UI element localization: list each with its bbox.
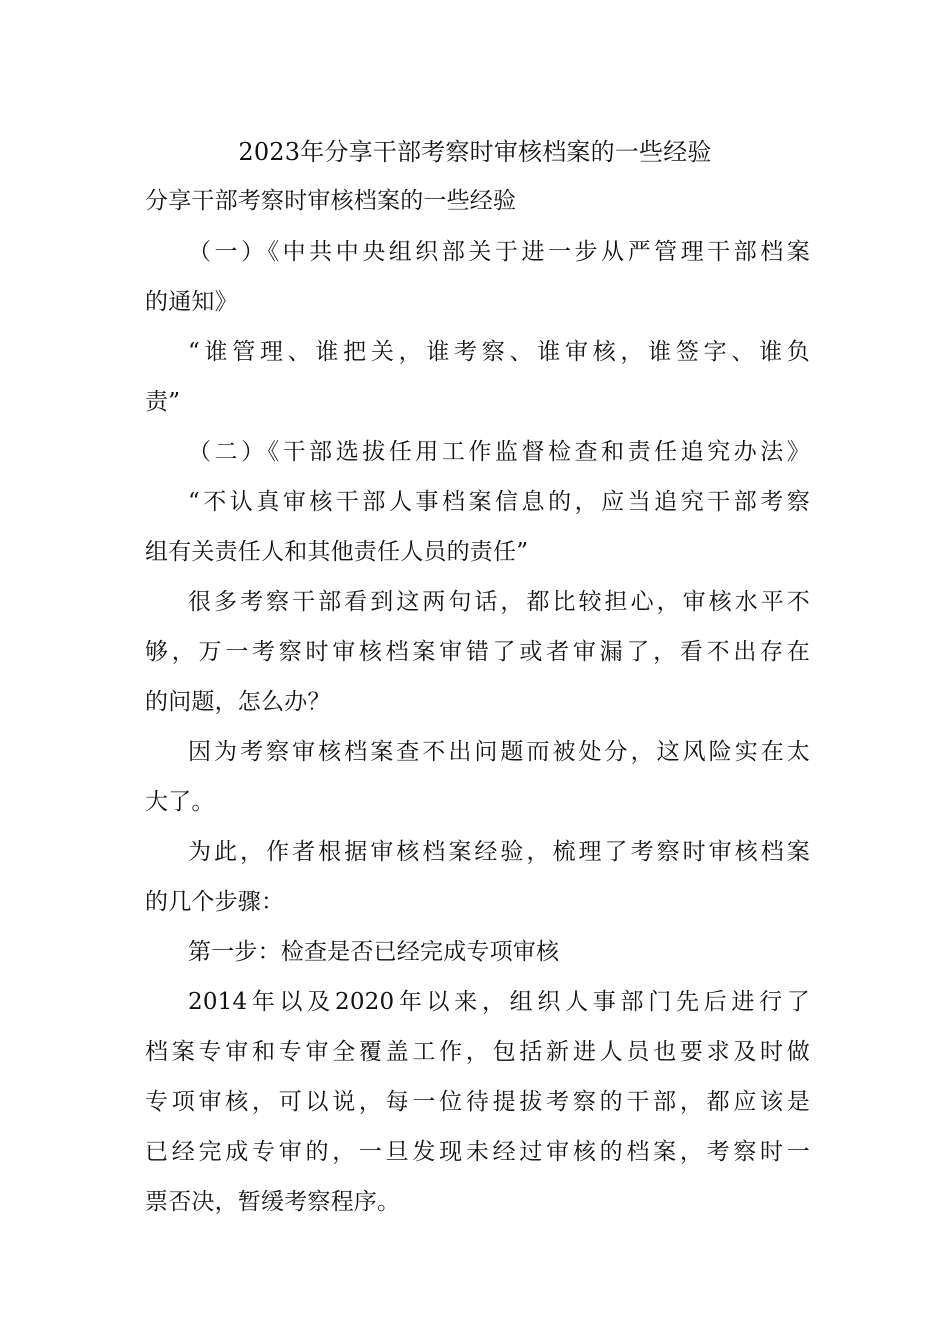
paragraph-line: 的通知》 xyxy=(145,289,238,315)
paragraph-line: 已经完成专审的，一旦发现未经过审核的档案，考察时一 xyxy=(145,1139,810,1165)
paragraph-line: 档案专审和专审全覆盖工作，包括新进人员也要求及时做 xyxy=(145,1039,810,1065)
paragraph-line: “不认真审核干部人事档案信息的，应当追究干部考察 xyxy=(188,489,810,515)
paragraph-line: （一）《中共中央组织部关于进一步从严管理干部档案 xyxy=(188,239,810,265)
document-subtitle: 分享干部考察时审核档案的一些经验 xyxy=(145,188,517,214)
paragraph-line: 为此，作者根据审核档案经验，梳理了考察时审核档案 xyxy=(188,839,810,865)
paragraph-line: 2014年以及2020年以来，组织人事部门先后进行了 xyxy=(188,989,810,1015)
document-title: 2023年分享干部考察时审核档案的一些经验 xyxy=(238,138,712,166)
paragraph-line: 票否决，暂缓考察程序。 xyxy=(145,1189,401,1215)
paragraph-line: 因为考察审核档案查不出问题而被处分，这风险实在太 xyxy=(188,739,810,765)
paragraph-line: 大了。 xyxy=(145,789,215,815)
paragraph-line: 组有关责任人和其他责任人员的责任” xyxy=(145,539,529,565)
paragraph-line: 够，万一考察时审核档案审错了或者审漏了，看不出存在 xyxy=(145,639,810,665)
section-heading: 第一步：检查是否已经完成专项审核 xyxy=(188,939,560,965)
paragraph-line: 的几个步骤： xyxy=(145,889,285,915)
paragraph-line: （二）《干部选拔任用工作监督检查和责任追究办法》 xyxy=(188,439,810,465)
paragraph-line: 的问题，怎么办？ xyxy=(145,689,331,715)
paragraph-line: 专项审核，可以说，每一位待提拔考察的干部，都应该是 xyxy=(145,1089,810,1115)
paragraph-line: “谁管理、谁把关，谁考察、谁审核，谁签字、谁负 xyxy=(188,339,810,365)
paragraph-line: 很多考察干部看到这两句话，都比较担心，审核水平不 xyxy=(188,589,810,615)
paragraph-line: 责” xyxy=(145,389,181,415)
